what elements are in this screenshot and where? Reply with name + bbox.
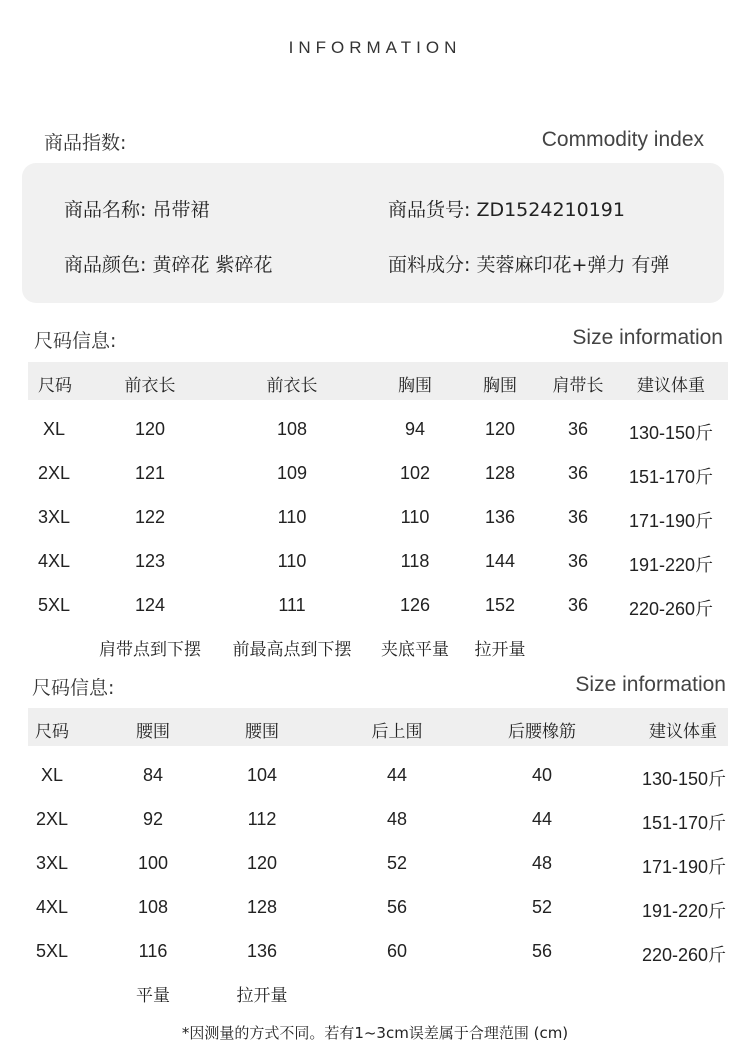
table-cell: 4XL — [37, 551, 71, 571]
table-cell: 110 — [277, 507, 307, 527]
table-row — [28, 846, 728, 890]
table-cell: 44 — [386, 765, 408, 785]
table-cell: XL — [40, 765, 64, 785]
table-cell: 120 — [484, 419, 516, 439]
page-title: INFORMATION — [288, 38, 462, 57]
table-cell: 36 — [567, 463, 589, 483]
size-table-2 — [28, 708, 728, 1008]
measurement-footnote: *因测量的方式不同。若有1~3cm误差属于合理范围 (cm) — [181, 1024, 569, 1042]
table-cell: 2XL — [37, 463, 71, 483]
measurement-note: 拉开量 — [236, 986, 288, 1006]
commodity-label-en: Commodity index — [541, 128, 704, 151]
table-cell: 60 — [386, 941, 408, 961]
table-cell: 152 — [484, 595, 516, 615]
table-cell: 108 — [137, 897, 169, 917]
table-cell: 109 — [276, 463, 308, 483]
table-cell: 92 — [142, 809, 164, 829]
size-label-en: Size information — [572, 326, 723, 349]
table-row — [28, 890, 728, 934]
table-cell: 191-220斤 — [628, 555, 714, 575]
table-cell: 112 — [247, 809, 277, 829]
header-cell: 建议体重 — [637, 376, 705, 396]
table-row — [28, 412, 728, 456]
table-cell: 84 — [142, 765, 164, 785]
table-cell: 124 — [134, 595, 166, 615]
table-header-row — [28, 708, 728, 746]
header-cell: 后腰橡筋 — [508, 722, 576, 742]
measurement-notes-row — [28, 981, 728, 1005]
table-cell: 108 — [276, 419, 308, 439]
table-cell: 130-150斤 — [628, 423, 714, 443]
table-cell: 48 — [386, 809, 408, 829]
table-cell: 171-190斤 — [628, 511, 714, 531]
table-cell: 128 — [246, 897, 278, 917]
table-cell: 116 — [138, 941, 168, 961]
table-cell: 120 — [134, 419, 166, 439]
table-header-row — [28, 362, 728, 400]
measurement-note: 夹底平量 — [381, 640, 449, 660]
table-cell: 171-190斤 — [641, 857, 727, 877]
table-cell: 126 — [399, 595, 431, 615]
header-cell: 肩带长 — [552, 376, 604, 396]
measurement-note: 前最高点到下摆 — [232, 640, 352, 660]
header-cell: 腰围 — [136, 722, 170, 742]
table-cell: XL — [42, 419, 66, 439]
table-cell: 136 — [484, 507, 516, 527]
table-row — [28, 588, 728, 632]
header-cell: 胸围 — [398, 376, 432, 396]
table-row — [28, 456, 728, 500]
table-cell: 110 — [400, 507, 430, 527]
header-cell: 后上围 — [371, 722, 423, 742]
measurement-note: 平量 — [136, 986, 170, 1006]
table-cell: 3XL — [37, 507, 71, 527]
table-cell: 48 — [531, 853, 553, 873]
table-cell: 123 — [134, 551, 166, 571]
table-cell: 5XL — [37, 595, 71, 615]
table-cell: 151-170斤 — [641, 813, 727, 833]
table-cell: 4XL — [35, 897, 69, 917]
commodity-info-box — [22, 163, 724, 303]
table-cell: 120 — [246, 853, 278, 873]
table-cell: 121 — [134, 463, 166, 483]
size-table-1 — [28, 362, 728, 662]
header-cell: 胸围 — [483, 376, 517, 396]
table-cell: 44 — [531, 809, 553, 829]
table-cell: 94 — [404, 419, 426, 439]
table-cell: 128 — [484, 463, 516, 483]
header-cell: 前衣长 — [124, 376, 176, 396]
table-cell: 100 — [137, 853, 169, 873]
header-cell: 尺码 — [35, 722, 69, 742]
table-cell: 220-260斤 — [628, 599, 714, 619]
table-cell: 220-260斤 — [641, 945, 727, 965]
measurement-notes-row — [28, 635, 728, 659]
table-cell: 52 — [531, 897, 553, 917]
table-cell: 2XL — [35, 809, 69, 829]
table-cell: 36 — [567, 507, 589, 527]
table-cell: 3XL — [35, 853, 69, 873]
size-section-2-header — [0, 673, 750, 703]
table-cell: 56 — [531, 941, 553, 961]
table-cell: 5XL — [35, 941, 69, 961]
table-cell: 40 — [531, 765, 553, 785]
commodity-label-cn: 商品指数: — [44, 132, 127, 154]
table-row — [28, 934, 728, 978]
table-row — [28, 500, 728, 544]
header-cell: 前衣长 — [266, 376, 318, 396]
table-cell: 36 — [567, 551, 589, 571]
table-row — [28, 544, 728, 588]
product-color: 商品颜色: 黄碎花 紫碎花 — [64, 254, 273, 276]
table-cell: 118 — [400, 551, 430, 571]
header-cell: 建议体重 — [649, 722, 717, 742]
header-cell: 腰围 — [245, 722, 279, 742]
measurement-note: 肩带点到下摆 — [99, 640, 201, 660]
table-cell: 130-150斤 — [641, 769, 727, 789]
product-fabric: 面料成分: 芙蓉麻印花+弹力 有弹 — [388, 254, 670, 276]
size-section-1-header — [0, 326, 750, 356]
table-cell: 36 — [567, 595, 589, 615]
table-cell: 52 — [386, 853, 408, 873]
table-cell: 144 — [484, 551, 516, 571]
table-cell: 136 — [246, 941, 278, 961]
table-cell: 122 — [134, 507, 166, 527]
table-cell: 191-220斤 — [641, 901, 727, 921]
table-row — [28, 802, 728, 846]
table-cell: 36 — [567, 419, 589, 439]
table-cell: 110 — [277, 551, 307, 571]
table-cell: 111 — [278, 595, 306, 615]
table-cell: 151-170斤 — [628, 467, 714, 487]
commodity-section-header — [0, 128, 750, 158]
table-row — [28, 758, 728, 802]
size-label-en: Size information — [575, 673, 726, 696]
product-name: 商品名称: 吊带裙 — [64, 199, 210, 221]
size-label-cn: 尺码信息: — [34, 330, 117, 352]
table-cell: 102 — [399, 463, 431, 483]
size-label-cn: 尺码信息: — [32, 677, 115, 699]
measurement-note: 拉开量 — [474, 640, 526, 660]
header-cell: 尺码 — [38, 376, 72, 396]
table-cell: 56 — [386, 897, 408, 917]
product-sku: 商品货号: ZD1524210191 — [388, 199, 625, 221]
table-cell: 104 — [246, 765, 278, 785]
